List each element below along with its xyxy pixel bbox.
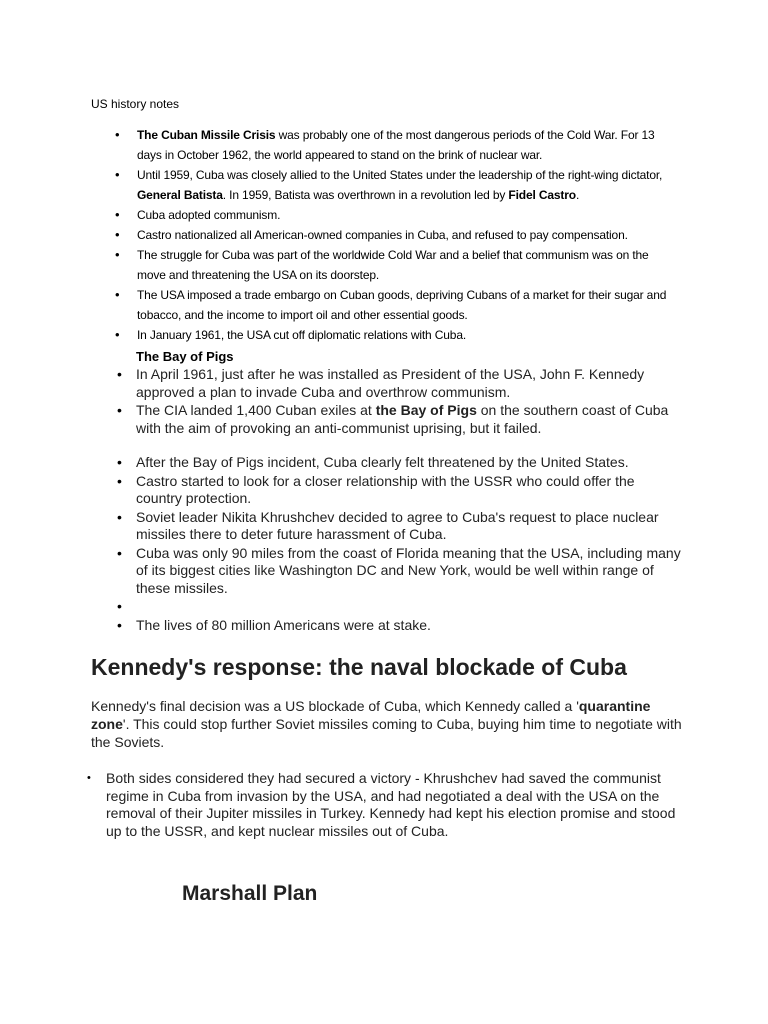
item-bold-text: General Batista	[137, 188, 223, 202]
list-item	[106, 770, 686, 840]
item-text: Castro started to look for a closer relationship with the USSR who could offer the country protection.	[136, 472, 635, 506]
list-item	[137, 245, 677, 285]
marshall-plan-heading: Marshall Plan	[182, 882, 318, 905]
item-text: Both sides considered they had secured a victory - Khrushchev had saved the communist regime in Cuba from invasion by the USA, and had negotiated a deal with the USA on the removal of their Jupiter missiles in Turkey. Kennedy had kept his election promise and stood up to the USSR, and kept nuclear missiles out of Cuba.	[106, 770, 676, 839]
item-text: In April 1961, just after he was installed as President of the USA, John F. Kennedy approved a plan to invade Cuba and overthrow communism.	[136, 366, 645, 400]
list-item	[136, 402, 681, 437]
bay-of-pigs-heading: The Bay of Pigs	[136, 349, 234, 364]
item-text: The USA imposed a trade embargo on Cuban goods, depriving Cubans of a market for their sugar and tobacco, and the income to import oil and other essential goods.	[137, 288, 667, 322]
item-text: Cuba adopted communism.	[137, 208, 281, 222]
list-item	[136, 617, 681, 635]
notes-title: US history notes	[91, 97, 180, 111]
item-bold-text: Fidel Castro	[508, 188, 576, 202]
paragraph-text: '. This could stop further Soviet missiles coming to Cuba, buying him time to negotiate with the Soviets.	[91, 716, 682, 750]
list-item	[137, 225, 677, 245]
item-text: was probably one of the most dangerous periods of the Cold War. For 13 days in October 1962, the world appeared to stand on the brink of nuclear war.	[137, 128, 655, 162]
item-text: .	[575, 188, 580, 202]
list-item	[137, 165, 677, 205]
list-item	[137, 125, 677, 165]
kennedy-response-heading: Kennedy's response: the naval blockade of Cuba	[91, 654, 627, 680]
list-item	[137, 205, 677, 225]
item-text: The struggle for Cuba was part of the worldwide Cold War and a belief that communism was on the move and threatening the USA on its doorstep.	[137, 248, 649, 282]
kennedy-paragraph	[91, 697, 691, 751]
item-text: Soviet leader Nikita Khrushchev decided to agree to Cuba's request to place nuclear missiles there to deter future harassment of Cuba.	[136, 508, 659, 542]
list-item	[137, 285, 677, 325]
cuba-notes-list	[137, 125, 677, 345]
item-text: After the Bay of Pigs incident, Cuba clearly felt threatened by the United States.	[136, 454, 629, 470]
item-bold-text: The Cuban Missile Crisis	[137, 128, 276, 142]
list-item	[136, 473, 681, 508]
item-text: Castro nationalized all American-owned companies in Cuba, and refused to pay compensation.	[137, 228, 628, 242]
empty-list-item	[136, 598, 681, 616]
bay-of-pigs-list	[136, 366, 681, 636]
list-item	[137, 325, 677, 345]
list-item	[136, 545, 681, 598]
item-text: In January 1961, the USA cut off diplomatic relations with Cuba.	[137, 328, 467, 342]
paragraph-bold-text: quarantine zone	[91, 698, 651, 732]
item-text: . In 1959, Batista was overthrown in a revolution led by	[222, 188, 509, 202]
outcome-list	[106, 770, 686, 840]
item-text: on the southern coast of Cuba with the aim of provoking an anti-communist uprising, but it failed.	[136, 402, 669, 436]
item-text: The lives of 80 million Americans were at stake.	[136, 617, 431, 633]
item-text: Cuba was only 90 miles from the coast of Florida meaning that the USA, including many of its biggest cities like Washington DC and New York, would be well within range of these missiles.	[136, 544, 681, 596]
paragraph-text: Kennedy's final decision was a US blockade of Cuba, which Kennedy called a '	[91, 698, 579, 714]
list-item	[136, 366, 681, 401]
item-bold-text: the Bay of Pigs	[375, 402, 477, 418]
item-text: The CIA landed 1,400 Cuban exiles at	[136, 402, 376, 418]
list-item	[136, 509, 681, 544]
list-item	[136, 454, 681, 472]
item-text: Until 1959, Cuba was closely allied to the United States under the leadership of the right-wing dictator,	[137, 168, 663, 182]
